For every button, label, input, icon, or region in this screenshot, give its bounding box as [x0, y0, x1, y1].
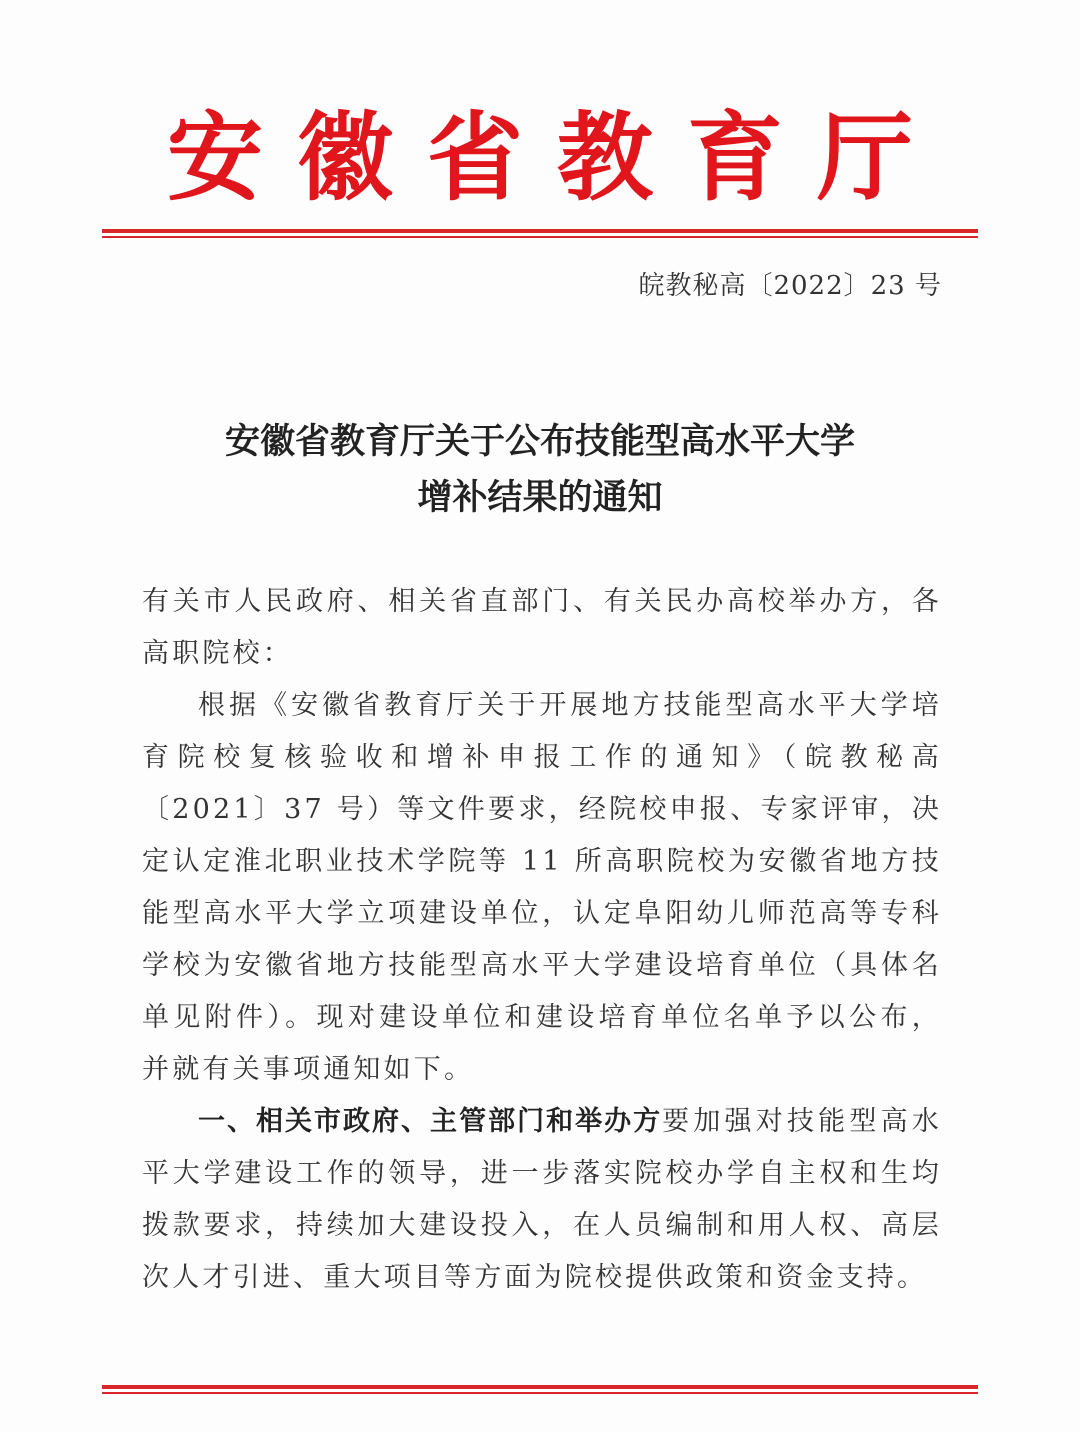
item-1-text: 要加强对技能型高水平大学建设工作的领导，进一步落实院校办学自主权和生均拨款要求，持续加大建设投入，在人员编制和用人权、高层次人才引进、重大项目等方面为院校提供政策和资金支持。: [142, 1106, 942, 1293]
item-1-heading: 一、相关市政府、主管部门和举办方: [198, 1106, 663, 1137]
red-rule-thick: [102, 229, 978, 233]
red-footer-rule: [102, 1385, 978, 1394]
title-line-1: 安徽省教育厅关于公布技能型高水平大学: [224, 422, 855, 462]
red-rule-thin: [102, 236, 978, 238]
paragraph-1: 根据《安徽省教育厅关于开展地方技能型高水平大学培育院校复核验收和增补申报工作的通知》（皖教秘高〔2021〕37 号）等文件要求，经院校申报、专家评审，决定认定淮北职业技术学院等 11 所高职院校为安徽省地方技能型高水平大学立项建设单位，认定阜阳幼儿师范高等专科学校为安徽省地方技能型高水平大学建设培育单位（具体名单见附件）。现对建设单位和建设培育单位名单予以公布，并就有关事项通知如下。: [142, 690, 942, 1085]
addressee: 有关市人民政府、相关省直部门、有关民办高校举办方，各高职院校：: [142, 586, 942, 669]
red-rule-thick: [102, 1385, 978, 1389]
document-body: [142, 576, 942, 1304]
item-1: [142, 1096, 942, 1304]
red-header-rule: [102, 229, 978, 238]
title-line-2: 增补结果的通知: [417, 478, 663, 518]
document-number: 皖教秘高〔2022〕23 号: [638, 271, 942, 301]
issuer-masthead: 安徽省教育厅: [167, 101, 947, 214]
red-rule-thin: [102, 1392, 978, 1394]
document-title: [100, 414, 980, 526]
